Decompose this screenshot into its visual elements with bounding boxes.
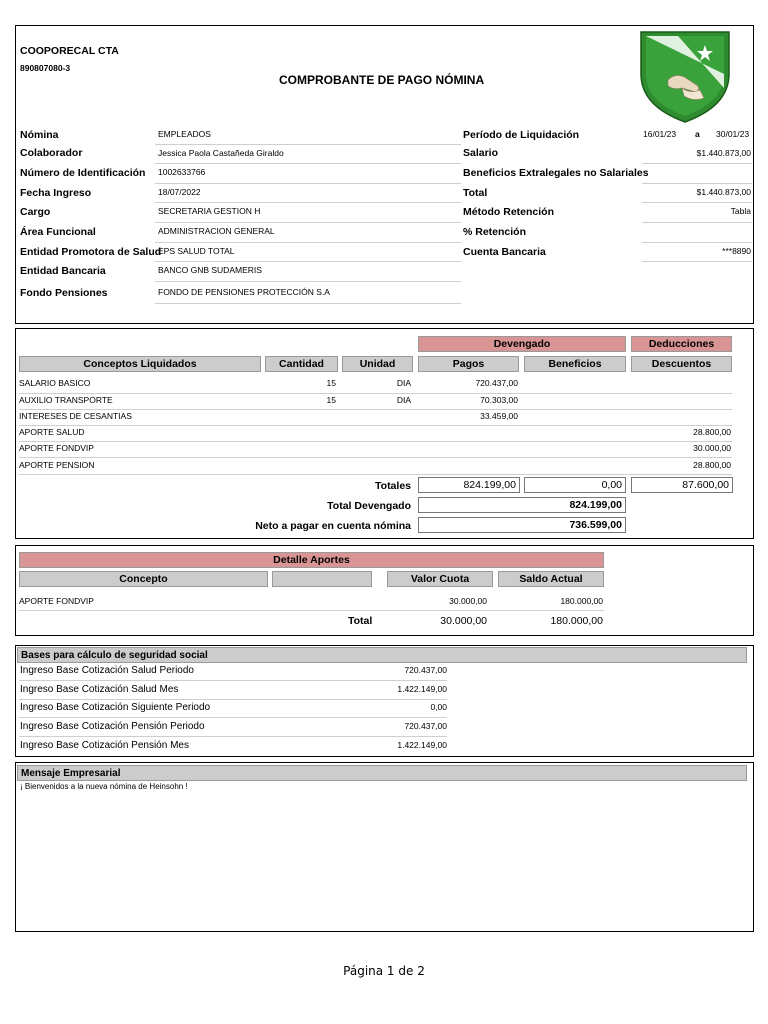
row-pagos: 720.437,00 (475, 378, 518, 388)
base-label: Ingreso Base Cotización Pensión Mes (20, 740, 189, 751)
row-divider (19, 610, 604, 611)
col-pagos: Pagos (418, 356, 519, 372)
deducciones-header: Deducciones (631, 336, 732, 352)
divider (155, 303, 461, 304)
label-periodo: Período de Liquidación (463, 129, 580, 141)
row-descuentos: 28.800,00 (693, 460, 731, 470)
row-concepto: APORTE SALUD (19, 427, 85, 437)
col-descuentos: Descuentos (631, 356, 732, 372)
label-colaborador: Colaborador (20, 147, 83, 159)
divider (155, 183, 461, 184)
row-divider (19, 474, 732, 475)
divider (642, 163, 752, 164)
value-area-funcional: ADMINISTRACION GENERAL (158, 226, 275, 236)
label-cuenta-bancaria: Cuenta Bancaria (463, 246, 546, 258)
value-colaborador: Jessica Paola Castañeda Giraldo (158, 148, 284, 158)
aportes-col-blank (272, 571, 372, 587)
divider (155, 202, 461, 203)
label-entidad-bancaria: Entidad Bancaria (20, 265, 106, 277)
label-fondo-pensiones: Fondo Pensiones (20, 287, 108, 299)
company-name: COOPORECAL CTA (20, 45, 119, 57)
col-cantidad: Cantidad (265, 356, 338, 372)
row-concepto: SALARIO BASICO (19, 378, 91, 388)
col-beneficios: Beneficios (524, 356, 626, 372)
mensaje-title: Mensaje Empresarial (17, 765, 747, 781)
value-periodo-desde: 16/01/23 (643, 129, 677, 139)
row-unidad: DIA (396, 395, 411, 405)
row-divider (19, 680, 447, 681)
divider (642, 242, 752, 243)
row-pagos: 33.459,00 (480, 411, 518, 421)
totales-pagos: 824.199,00 (418, 477, 520, 493)
divider (155, 222, 461, 223)
row-divider (19, 441, 732, 442)
value-fondo-pensiones: FONDO DE PENSIONES PROTECCIÓN S.A (158, 287, 330, 297)
aportes-total-valor: 30.000,00 (440, 615, 487, 627)
label-identificacion: Número de Identificación (20, 167, 146, 179)
value-periodo-hasta: 30/01/23 (716, 129, 750, 139)
label-eps: Entidad Promotora de Salud (20, 246, 162, 258)
label-nomina: Nómina (20, 129, 59, 141)
company-logo (638, 28, 732, 124)
divider (155, 242, 461, 243)
row-divider (19, 457, 732, 458)
aportes-title: Detalle Aportes (19, 552, 604, 568)
value-identificacion: 1002633766 (158, 167, 206, 177)
total-devengado-label: Total Devengado (327, 500, 411, 512)
base-value: 1.422.149,00 (397, 684, 447, 694)
base-value: 1.422.149,00 (397, 740, 447, 750)
aporte-saldo: 180.000,00 (560, 596, 603, 606)
base-value: 0,00 (430, 702, 447, 712)
totales-label: Totales (375, 480, 411, 492)
aportes-col-valor: Valor Cuota (387, 571, 493, 587)
base-value: 720.437,00 (404, 721, 447, 731)
value-nomina: EMPLEADOS (158, 129, 211, 139)
base-value: 720.437,00 (404, 665, 447, 675)
row-divider (19, 699, 447, 700)
value-entidad-bancaria: BANCO GNB SUDAMERIS (158, 265, 262, 275)
total-devengado-value: 824.199,00 (418, 497, 626, 513)
value-eps: EPS SALUD TOTAL (158, 246, 235, 256)
aporte-concepto: APORTE FONDVIP (19, 596, 94, 606)
row-descuentos: 30.000,00 (693, 443, 731, 453)
col-unidad: Unidad (342, 356, 413, 372)
divider (155, 261, 461, 262)
aportes-col-saldo: Saldo Actual (498, 571, 604, 587)
row-pagos: 70.303,00 (480, 395, 518, 405)
row-divider (19, 425, 732, 426)
value-cargo: SECRETARIA GESTION H (158, 206, 261, 216)
divider (642, 202, 752, 203)
base-label: Ingreso Base Cotización Salud Mes (20, 684, 179, 695)
value-cuenta-bancaria: ***8890 (722, 246, 751, 256)
neto-value: 736.599,00 (418, 517, 626, 533)
value-metodo-retencion: Tabla (730, 206, 751, 216)
base-label: Ingreso Base Cotización Pensión Periodo (20, 721, 205, 732)
label-cargo: Cargo (20, 206, 51, 218)
divider (642, 222, 752, 223)
divider (155, 163, 461, 164)
base-label: Ingreso Base Cotización Siguiente Periodo (20, 702, 211, 713)
row-cantidad: 15 (326, 378, 336, 388)
aporte-valor: 30.000,00 (449, 596, 487, 606)
value-fecha-ingreso: 18/07/2022 (158, 187, 201, 197)
aportes-total-saldo: 180.000,00 (550, 615, 603, 627)
row-cantidad: 15 (326, 395, 336, 405)
row-divider (19, 409, 732, 410)
devengado-header: Devengado (418, 336, 626, 352)
totales-beneficios: 0,00 (524, 477, 626, 493)
mensaje-text: ¡ Bienvenidos a la nueva nómina de Heinsohn ! (20, 782, 188, 791)
row-divider (19, 736, 447, 737)
value-periodo-a: a (695, 129, 700, 139)
label-total: Total (463, 187, 488, 199)
neto-label: Neto a pagar en cuenta nómina (255, 520, 411, 532)
row-divider (19, 393, 732, 394)
row-concepto: AUXILIO TRANSPORTE (19, 395, 113, 405)
document-title: COMPROBANTE DE PAGO NÓMINA (279, 73, 485, 87)
aportes-col-concepto: Concepto (19, 571, 268, 587)
value-total: $1.440.873,00 (696, 187, 751, 197)
row-concepto: APORTE FONDVIP (19, 443, 94, 453)
label-beneficios: Beneficios Extralegales no Salariales (463, 167, 649, 179)
row-concepto: INTERESES DE CESANTIAS (19, 411, 132, 421)
divider (155, 281, 461, 282)
label-fecha-ingreso: Fecha Ingreso (20, 187, 92, 199)
page-number: Página 1 de 2 (343, 964, 425, 978)
bases-title: Bases para cálculo de seguridad social (17, 647, 747, 663)
row-unidad: DIA (396, 378, 411, 388)
row-concepto: APORTE PENSION (19, 460, 95, 470)
divider (642, 261, 752, 262)
company-nit: 890807080-3 (20, 63, 71, 73)
label-area-funcional: Área Funcional (20, 226, 96, 238)
base-label: Ingreso Base Cotización Salud Periodo (20, 665, 194, 676)
col-conceptos-liquidados: Conceptos Liquidados (19, 356, 261, 372)
label-retencion: % Retención (463, 226, 527, 238)
row-divider (19, 717, 447, 718)
value-salario: $1.440.873,00 (696, 148, 751, 158)
label-salario: Salario (463, 147, 499, 159)
totales-descuentos: 87.600,00 (631, 477, 733, 493)
divider (642, 183, 752, 184)
label-metodo-retencion: Método Retención (463, 206, 554, 218)
divider (155, 144, 461, 145)
aportes-total-label: Total (348, 615, 373, 627)
row-descuentos: 28.800,00 (693, 427, 731, 437)
